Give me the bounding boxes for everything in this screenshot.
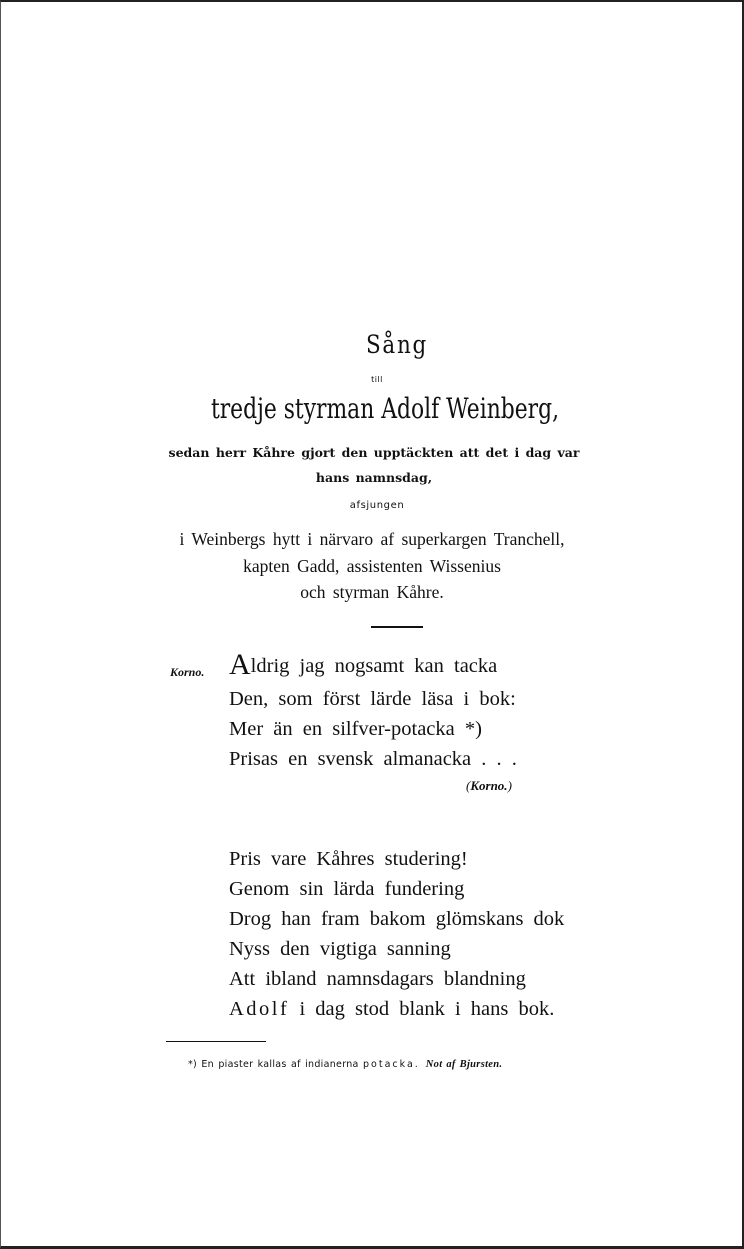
drop-cap: A <box>229 648 251 681</box>
verse-text: i dag stod blank i hans bok. <box>289 998 555 1020</box>
stanza2-line-1: Pris vare Kåhres studering! <box>229 848 468 870</box>
paren-close: ) <box>507 778 512 793</box>
stanza1-attribution <box>466 778 512 794</box>
occasion-line-3: och styrman Kåhre. <box>300 582 444 602</box>
stanza1-line-4: Prisas en svensk almanacka . . . <box>229 748 517 770</box>
footnote-text: En piaster kallas af indianerna <box>197 1059 363 1070</box>
dedicatee-heading: tredje styrman Adolf Weinberg, <box>210 392 560 425</box>
subtitle-line-2: hans namnsdag, <box>315 470 433 485</box>
stanza2-line-3: Drog han fram bakom glömskans dok <box>229 908 565 930</box>
footnote-source: Not af Bjursten. <box>425 1059 503 1070</box>
speaker-label: Korno. <box>170 665 205 679</box>
subtitle-line-1: sedan herr Kåhre gjort den upptäckten att det i dag var <box>168 445 580 460</box>
occasion-line-2: kapten Gadd, assistenten Wissenius <box>243 556 501 576</box>
stanza2-line-2: Genom sin lärda fundering <box>229 878 465 900</box>
performed-label: afsjungen <box>349 500 405 511</box>
paren-open: ( <box>466 778 471 793</box>
footnote-marker: *) <box>188 1059 198 1070</box>
footnote-term: potacka. <box>363 1059 420 1070</box>
title-divider <box>371 626 423 628</box>
attribution-name: Korno. <box>470 778 508 793</box>
footnote-divider <box>166 1041 266 1042</box>
stanza2-line-4: Nyss den vigtiga sanning <box>229 938 451 960</box>
stanza2-line-6 <box>229 998 554 1021</box>
footnote <box>188 1059 502 1070</box>
poem-title: Sång <box>365 330 429 359</box>
verse-text: ldrig jag nogsamt kan tacka <box>250 655 498 677</box>
stanza1-line-3: Mer än en silfver-potacka *) <box>229 718 482 740</box>
stanza1-line-2: Den, som först lärde läsa i bok: <box>229 688 516 710</box>
till-label: till <box>371 375 383 384</box>
occasion-line-1: i Weinbergs hytt i närvaro af superkargen Tranchell, <box>179 529 565 549</box>
stanza2-line-5: Att ibland namnsdagars blandning <box>229 968 526 990</box>
stanza1-line-1 <box>229 650 497 680</box>
emphasized-name: Adolf <box>229 998 290 1020</box>
